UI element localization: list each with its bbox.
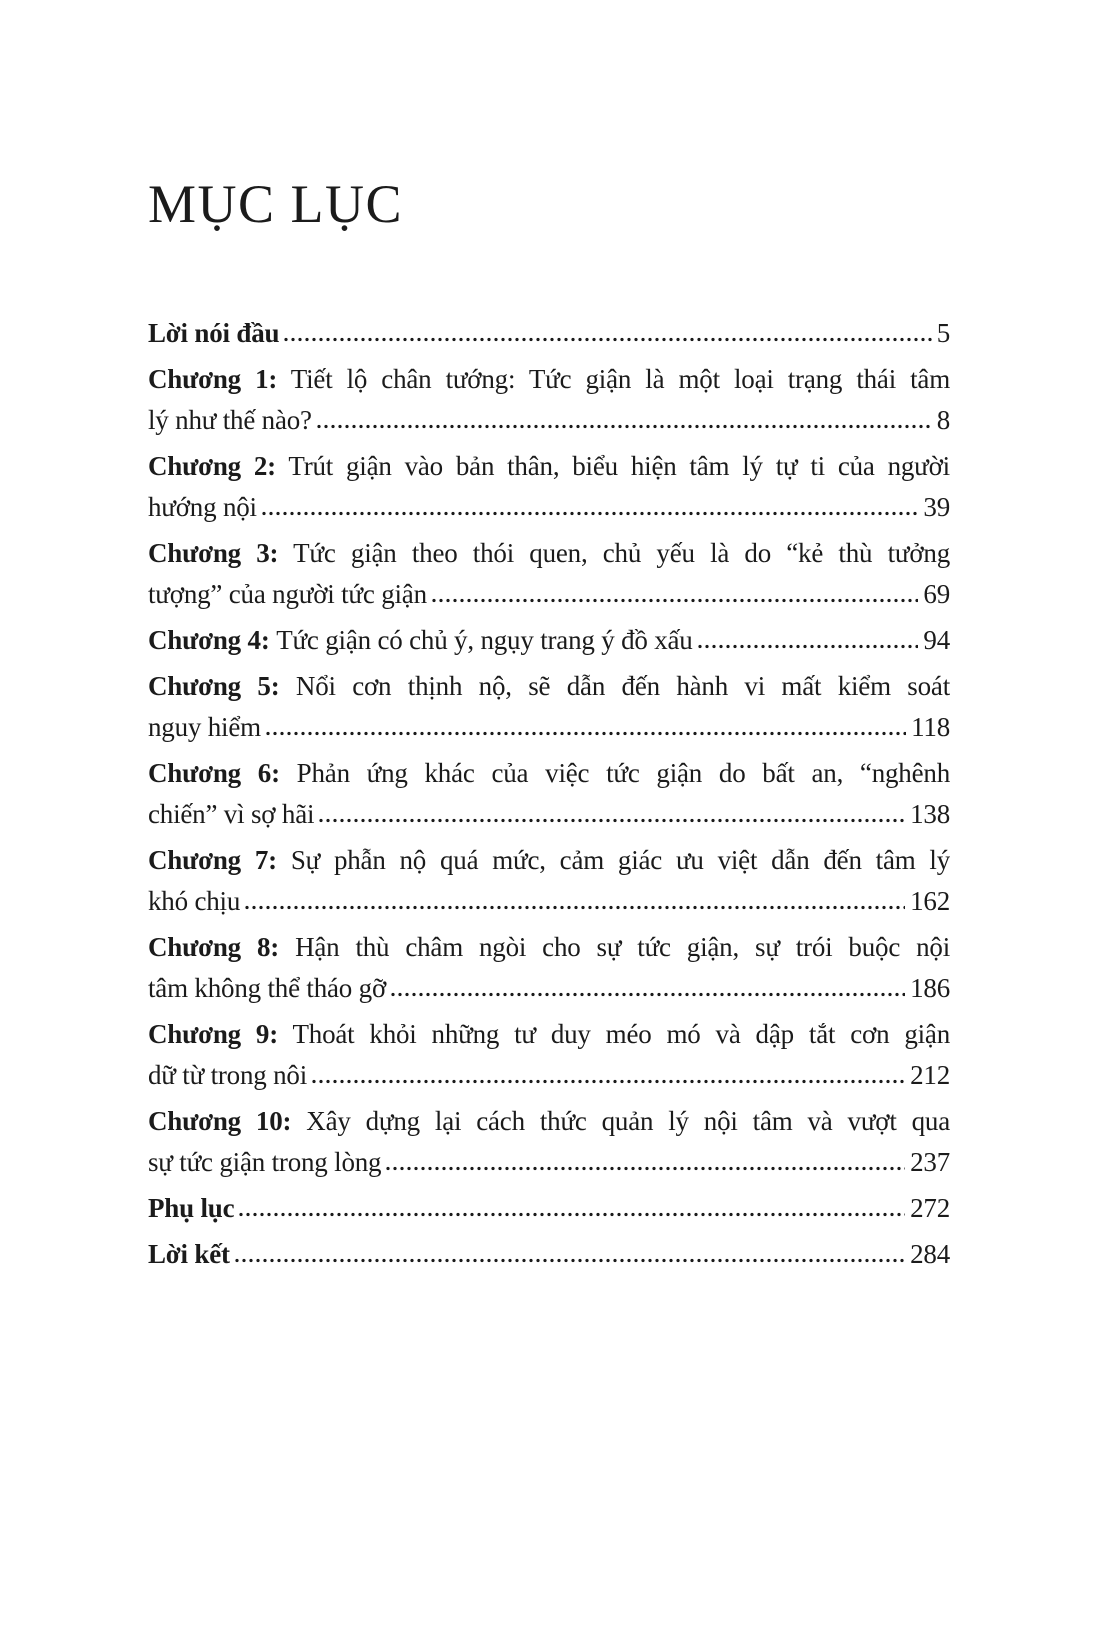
- toc-entry-last-line: [148, 487, 950, 528]
- entry-page-number: 118: [911, 712, 950, 742]
- toc-entry: [148, 620, 950, 661]
- toc-entry-last-line: [148, 400, 950, 441]
- dot-leader: [262, 511, 919, 516]
- toc-entry: [148, 927, 950, 1009]
- entry-label: Chương 2:: [148, 451, 276, 481]
- entry-title-continuation: dữ từ trong nôi: [148, 1060, 308, 1090]
- entry-page-number: 8: [936, 405, 950, 435]
- toc-list: [148, 313, 950, 1275]
- toc-entry-last-line: [148, 1055, 950, 1096]
- dot-leader: [391, 992, 905, 997]
- entry-page-number: 94: [923, 625, 950, 655]
- toc-entry-first-line: [148, 840, 950, 881]
- dot-leader: [312, 1079, 905, 1084]
- entry-page-number: 212: [910, 1060, 950, 1090]
- entry-title: Phản ứng khác của việc tức giận do bất an, “nghênh: [279, 758, 950, 788]
- dot-leader: [266, 731, 906, 736]
- toc-entry-first-line: [148, 533, 950, 574]
- toc-entry: [148, 313, 950, 354]
- entry-page-number: 69: [923, 579, 950, 609]
- toc-entry-first-line: [148, 1014, 950, 1055]
- entry-title-continuation: sự tức giận trong lòng: [148, 1147, 382, 1177]
- dot-leader: [317, 424, 932, 429]
- entry-label: Phụ lục: [148, 1193, 235, 1223]
- dot-leader: [239, 1212, 905, 1217]
- entry-label: Chương 4:: [148, 625, 270, 655]
- entry-page-number: 138: [910, 799, 950, 829]
- toc-entry: [148, 666, 950, 748]
- toc-entry-first-line: [148, 666, 950, 707]
- toc-entry-first-line: [148, 927, 950, 968]
- toc-entry: [148, 359, 950, 441]
- toc-entry-first-line: [148, 1101, 950, 1142]
- dot-leader: [386, 1166, 905, 1171]
- entry-title-continuation: khó chịu: [148, 886, 241, 916]
- entry-label: Chương 3:: [148, 538, 279, 568]
- entry-title: Thoát khỏi những tư duy méo mó và dập tắt cơn giận: [278, 1019, 950, 1049]
- toc-entry-last-line: [148, 1188, 950, 1229]
- entry-title: Xây dựng lại cách thức quản lý nội tâm và vượt qua: [291, 1106, 950, 1136]
- entry-page-number: 39: [923, 492, 950, 522]
- dot-leader: [284, 337, 931, 342]
- toc-entry-first-line: [148, 359, 950, 400]
- toc-entry-last-line: [148, 620, 950, 661]
- entry-title-continuation: hướng nội: [148, 492, 257, 522]
- dot-leader: [319, 818, 905, 823]
- toc-entry: [148, 1014, 950, 1096]
- entry-page-number: 186: [910, 973, 950, 1003]
- entry-title: Trút giận vào bản thân, biểu hiện tâm lý tự ti của người: [275, 451, 950, 481]
- entry-page-number: 5: [936, 318, 950, 348]
- entry-title: Tức giận theo thói quen, chủ yếu là do “kẻ thù tưởng: [278, 538, 950, 568]
- toc-entry-first-line: [148, 753, 950, 794]
- dot-leader: [698, 644, 919, 649]
- toc-entry: [148, 1188, 950, 1229]
- entry-label: Chương 8:: [148, 932, 280, 962]
- entry-label: Lời nói đầu: [148, 318, 280, 348]
- toc-entry-last-line: [148, 881, 950, 922]
- entry-label: Lời kết: [148, 1239, 230, 1269]
- entry-title: Sự phẫn nộ quá mức, cảm giác ưu việt dẫn đến tâm lý: [276, 845, 950, 875]
- toc-entry: [148, 840, 950, 922]
- entry-label: Chương 5:: [148, 671, 280, 701]
- entry-page-number: 237: [910, 1147, 950, 1177]
- toc-entry-last-line: [148, 968, 950, 1009]
- toc-entry: [148, 1101, 950, 1183]
- dot-leader: [235, 1258, 905, 1263]
- entry-label: Chương 1:: [148, 364, 278, 394]
- toc-entry-last-line: [148, 794, 950, 835]
- entry-label: Chương 6:: [148, 758, 280, 788]
- toc-entry: [148, 753, 950, 835]
- entry-page-number: 272: [910, 1193, 950, 1223]
- entry-title-continuation: chiến” vì sợ hãi: [148, 799, 315, 829]
- toc-entry-last-line: [148, 574, 950, 615]
- entry-title-continuation: lý như thế nào?: [148, 405, 312, 435]
- entry-title: Hận thù châm ngòi cho sự tức giận, sự trói buộc nội: [279, 932, 950, 962]
- entry-page-number: 162: [910, 886, 950, 916]
- toc-entry-last-line: [148, 1142, 950, 1183]
- entry-title: Nổi cơn thịnh nộ, sẽ dẫn đến hành vi mất kiểm soát: [279, 671, 950, 701]
- entry-title-continuation: tượng” của người tức giận: [148, 579, 427, 609]
- toc-entry: [148, 446, 950, 528]
- entry-label: Chương 9:: [148, 1019, 279, 1049]
- dot-leader: [245, 905, 905, 910]
- toc-entry-last-line: [148, 313, 950, 354]
- entry-page-number: 284: [910, 1239, 950, 1269]
- toc-entry: [148, 1234, 950, 1275]
- entry-label: Chương 7:: [148, 845, 277, 875]
- entry-title: Tức giận có chủ ý, ngụy trang ý đồ xấu: [269, 625, 693, 655]
- toc-entry-last-line: [148, 1234, 950, 1275]
- entry-title-continuation: nguy hiểm: [148, 712, 261, 742]
- toc-entry: [148, 533, 950, 615]
- dot-leader: [432, 598, 919, 603]
- entry-title: Tiết lộ chân tướng: Tức giận là một loại trạng thái tâm: [277, 364, 950, 394]
- entry-title-continuation: tâm không thể tháo gỡ: [148, 973, 387, 1003]
- page-title: MỤC LỤC: [148, 174, 404, 234]
- toc-entry-last-line: [148, 707, 950, 748]
- toc-entry-first-line: [148, 446, 950, 487]
- entry-label: Chương 10:: [148, 1106, 292, 1136]
